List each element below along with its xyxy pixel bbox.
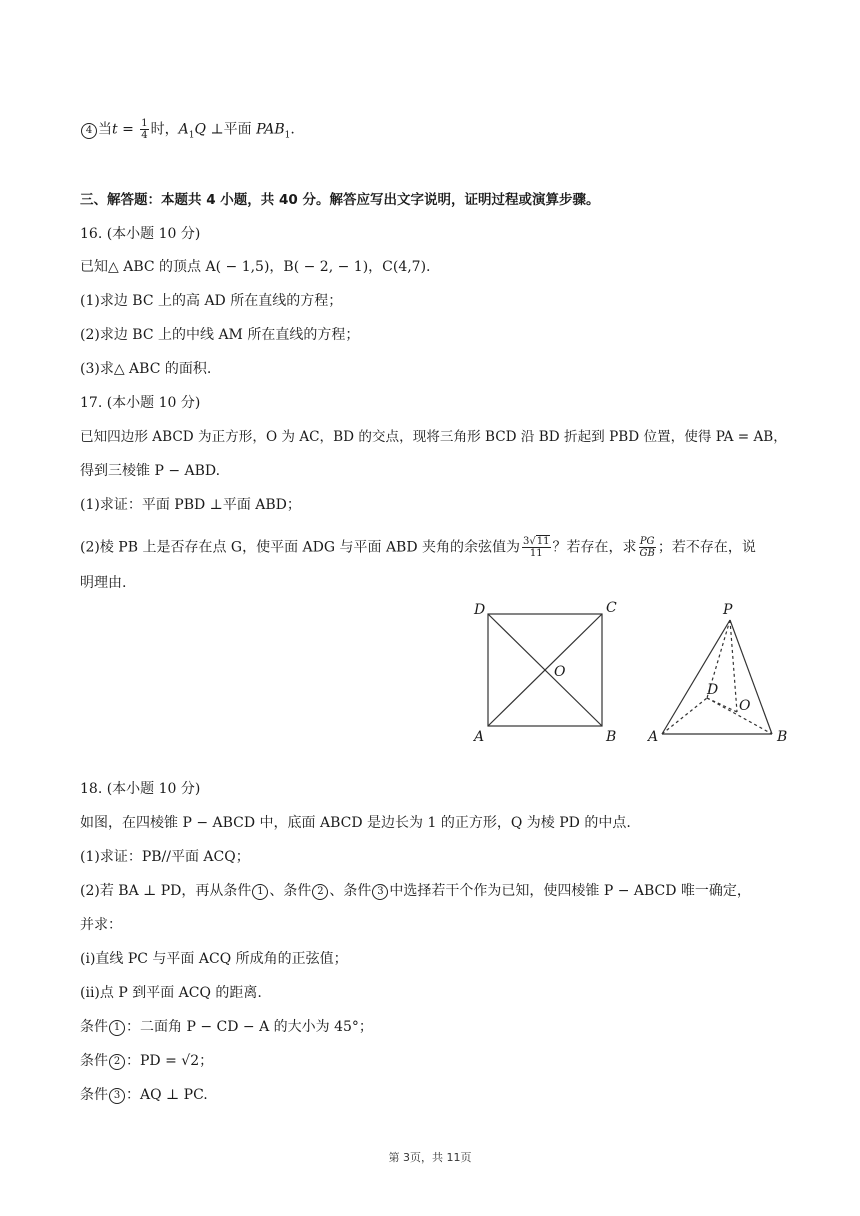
q16-stem: 已知△ ABC 的顶点 A( − 1,5)，B( − 2, − 1)，C(4,7). <box>80 259 431 275</box>
q18-condition-2: 条件 2 ：PD = √2； <box>80 1053 214 1069</box>
q18-part-2-cont: 并求： <box>80 917 122 933</box>
square-label-c: C <box>606 600 617 616</box>
square-label-o: O <box>554 664 566 680</box>
square-figure <box>488 614 602 726</box>
q17-part-1: (1)求证：平面 PBD ⊥平面 ABD； <box>80 497 301 513</box>
circled-number: 3 <box>109 1088 125 1104</box>
page-number-footer: 第 3页，共 11页 <box>388 1151 472 1164</box>
circled-number: 1 <box>109 1020 125 1036</box>
q18-condition-3: 条件 3 ：AQ ⊥ PC. <box>80 1087 208 1103</box>
section-3-heading: 三、解答题：本题共 4 小题，共 40 分。解答应写出文字说明，证明过程或演算步骤。 <box>80 192 600 208</box>
square-label-a: A <box>474 729 485 745</box>
fraction-one-quarter: $\frac{1}{4}$ <box>141 118 148 141</box>
circled-number: 2 <box>109 1054 125 1070</box>
circled-number: 1 <box>252 884 268 900</box>
q17-stem-line-2: 得到三棱锥 P − ABD. <box>80 463 221 479</box>
pyramid-label-a: A <box>648 729 659 745</box>
q16-part-3: (3)求△ ABC 的面积. <box>80 361 212 377</box>
q18-sub-i: (i)直线 PC 与平面 ACQ 所成角的正弦值； <box>80 951 348 967</box>
q17-title: 17. (本小题 10 分) <box>80 395 201 411</box>
circled-number: 3 <box>372 884 388 900</box>
pyramid-figure <box>662 620 772 734</box>
q18-condition-1: 条件 1 ：二面角 P − CD − A 的大小为 45°； <box>80 1019 373 1035</box>
q16-title: 16. (本小题 10 分) <box>80 226 201 242</box>
geometry-figures <box>462 598 802 748</box>
q15-item-4: 4 当t = $\frac{1}{4}$ 时，$A_1Q$ ⊥平面 $PAB_1$. <box>80 118 295 145</box>
q17-part-2-cont: 明理由. <box>80 575 127 591</box>
q17-part-2: (2)棱 PB 上是否存在点 G，使平面 ADG 与平面 ABD 夹角的余弦值为 $\frac{3√11}{11}$ ？若存在，求 $\frac{PG}{GB}$ ；若不存在，说 <box>80 536 756 559</box>
circled-number: 2 <box>312 884 328 900</box>
square-label-b: B <box>606 729 617 745</box>
q18-part-2: (2)若 BA ⊥ PD，再从条件 1 、条件 2 、条件 3 中选择若干个作为已知，使四棱锥 P − ABCD 唯一确定， <box>80 883 751 899</box>
pyramid-label-p: P <box>723 602 733 618</box>
q18-title: 18. (本小题 10 分) <box>80 781 201 797</box>
q16-part-1: (1)求边 BC 上的高 AD 所在直线的方程； <box>80 293 343 309</box>
q18-part-1: (1)求证：PB//平面 ACQ； <box>80 849 250 865</box>
fraction-3sqrt11-over-11: $\frac{3√11}{11}$ <box>523 536 550 559</box>
pyramid-label-d: D <box>707 682 719 698</box>
q17-stem-line-1: 已知四边形 ABCD 为正方形，O 为 AC，BD 的交点，现将三角形 BCD 沿 BD 折起到 PBD 位置，使得 PA = AB， <box>80 429 787 445</box>
circled-number: 4 <box>81 123 97 139</box>
pyramid-label-b: B <box>777 729 788 745</box>
square-label-d: D <box>474 602 486 618</box>
q18-stem: 如图，在四棱锥 P − ABCD 中，底面 ABCD 是边长为 1 的正方形，Q 为棱 PD 的中点. <box>80 815 631 831</box>
pyramid-label-o: O <box>739 698 751 714</box>
q16-part-2: (2)求边 BC 上的中线 AM 所在直线的方程； <box>80 327 360 343</box>
q18-sub-ii: (ii)点 P 到平面 ACQ 的距离. <box>80 985 262 1001</box>
fraction-pg-over-gb: $\frac{PG}{GB}$ <box>639 536 655 559</box>
